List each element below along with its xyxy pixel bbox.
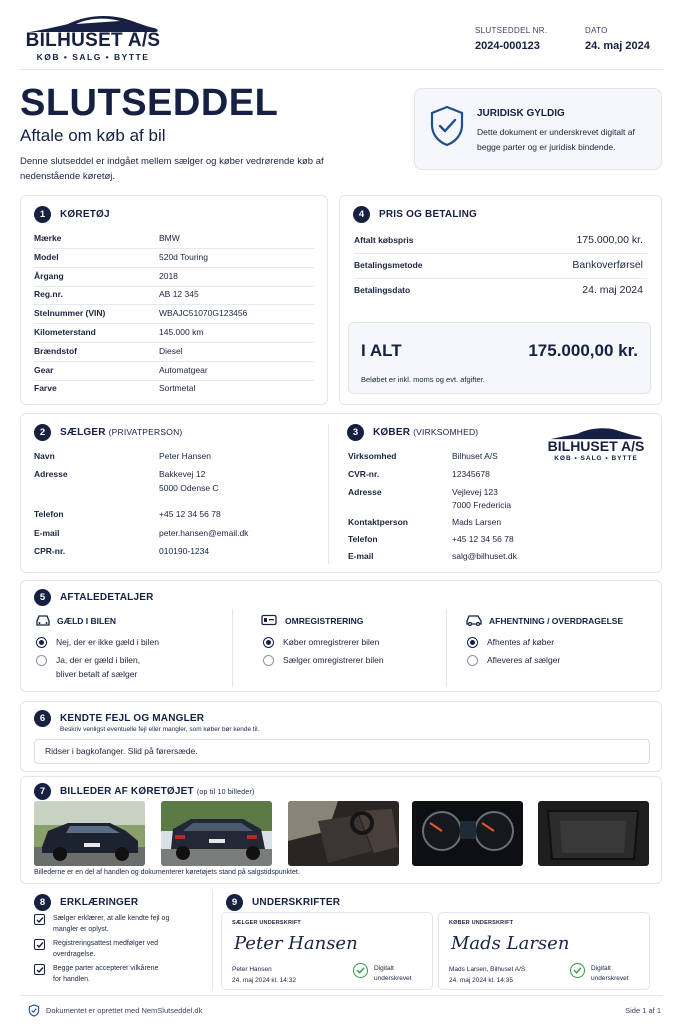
section-number: 2 (34, 424, 51, 441)
price-label: Aftalt købspris (354, 235, 414, 245)
signed-status-line1: Digitalt (374, 965, 394, 972)
vehicle-card (20, 195, 328, 405)
row-divider (34, 267, 314, 268)
date-label: DATO (585, 26, 608, 35)
section-number: 1 (34, 206, 51, 223)
brand-logo (22, 12, 164, 62)
defects-hint: Beskriv venligst eventuelle fejl eller mangler, som køber bør kende til. (60, 726, 260, 733)
buyer-phone: +45 12 34 56 78 (452, 534, 514, 544)
photos-note: Billederne er en del af handlen og dokumenterer køretøjets stand på salgstidspunktet. (34, 869, 300, 876)
vehicle-field-value: BMW (159, 233, 180, 243)
footer-text: Dokumentet er oprettet med NemSlutseddel.dk (46, 1006, 203, 1015)
debt-yes-label-1: Ja, der er gæld i bilen, (56, 655, 141, 665)
seller-address-line2: 5000 Odense C (159, 483, 219, 493)
buyer-logo (541, 426, 651, 466)
declarations-header (34, 894, 138, 911)
vehicle-field-label: Reg.nr. (34, 289, 63, 300)
seller-address-label: Adresse (34, 469, 68, 479)
page-subtitle: Aftale om køb af bil (20, 126, 166, 145)
terms-card (20, 580, 662, 692)
reg-seller-radio[interactable] (263, 655, 274, 666)
buyer-logo-name: BILHUSET A/S (547, 438, 645, 454)
page-title: SLUTSEDDEL (20, 82, 279, 124)
section-number: 5 (34, 589, 51, 606)
row-divider (34, 342, 314, 343)
defects-field[interactable] (34, 739, 650, 764)
pickup-seller-label: Afleveres af sælger (487, 655, 561, 665)
declaration-checkbox[interactable] (34, 939, 45, 950)
vehicle-field-value: Sortmetal (159, 383, 196, 394)
buyer-cvr-label: CVR-nr. (348, 469, 380, 479)
seller-signature-label: SÆLGER UNDERSKRIFT (232, 920, 301, 926)
buyer-email: salg@bilhuset.dk (452, 551, 517, 561)
row-divider (34, 286, 314, 287)
photo-trunk[interactable] (538, 801, 649, 866)
vehicle-field-label: Model (34, 251, 59, 262)
photo-interior[interactable] (288, 801, 399, 866)
photo-dashboard[interactable] (412, 801, 523, 866)
car-handover-icon (465, 614, 483, 626)
vehicle-field-value: Automatgear (159, 364, 208, 375)
photos-header (34, 783, 255, 800)
vehicle-field-value: WBAJC51070G123456 (159, 308, 248, 319)
pickup-buyer-radio[interactable] (467, 637, 478, 648)
payment-date-value: 24. maj 2024 (582, 284, 643, 296)
declaration-text (53, 913, 193, 935)
vehicle-field-value: 2018 (159, 270, 178, 281)
section-number: 8 (34, 894, 51, 911)
buyer-signature-box (438, 912, 650, 990)
declaration-text (53, 963, 193, 985)
section-title (60, 427, 182, 438)
slip-number: 2024-000123 (475, 40, 540, 52)
check-circle-icon (353, 963, 368, 978)
intro-text: Denne slutseddel er indgået mellem sælger og køber vedrørende køb af nedenstående køretøj. (20, 156, 324, 182)
buyer-signature: Mads Larsen (451, 933, 570, 954)
vehicle-field-value: Diesel (159, 345, 183, 356)
seller-name: Peter Hansen (159, 451, 211, 461)
declaration-checkbox[interactable] (34, 964, 45, 975)
column-divider (232, 609, 233, 687)
buyer-signer-name: Mads Larsen, Bilhuset A/S (449, 966, 526, 973)
terms-header (34, 589, 154, 606)
buyer-signature-label: KØBER UNDERSKRIFT (449, 920, 514, 926)
price-value: 175.000,00 kr. (576, 234, 643, 246)
row-divider (34, 304, 314, 305)
vehicle-field-label: Stelnummer (VIN) (34, 308, 106, 319)
vehicle-field-label: Mærke (34, 233, 62, 243)
reg-buyer-radio[interactable] (263, 637, 274, 648)
buyer-email-label: E-mail (348, 551, 374, 561)
footer-divider (20, 995, 663, 996)
buyer-contact-label: Kontaktperson (348, 517, 408, 527)
price-header (353, 206, 477, 223)
declaration-line: Sælger erklærer, at alle kendte fejl og (53, 915, 170, 922)
seller-phone-label: Telefon (34, 509, 64, 519)
photo-front[interactable] (34, 801, 145, 866)
payment-date-label: Betalingsdato (354, 285, 411, 295)
parties-card (20, 413, 662, 573)
shield-check-icon (28, 1004, 40, 1017)
shield-check-icon (429, 105, 465, 147)
row-divider (34, 248, 314, 249)
signed-status-line2: underskrevet (591, 975, 629, 982)
brand-name: BILHUSET A/S (25, 30, 161, 51)
total-box (348, 322, 651, 394)
declaration-line: overdragelse. (53, 951, 96, 958)
buyer-address-line1: Vejlevej 123 (452, 487, 498, 497)
buyer-header (347, 424, 478, 441)
vehicle-header (34, 206, 110, 223)
defects-value: Ridser i bagkofanger. Slid på førersæde. (45, 746, 198, 756)
photos-title: BILLEDER AF KØRETØJET (60, 786, 194, 797)
section-title: ERKLÆRINGER (60, 897, 139, 908)
section-number: 9 (226, 894, 243, 911)
row-divider (354, 278, 647, 279)
buyer-company: Bilhuset A/S (452, 451, 498, 461)
buyer-cvr: 12345678 (452, 469, 490, 479)
declaration-text (53, 938, 193, 960)
vehicle-field-label: Farve (34, 383, 57, 394)
section-number: 3 (347, 424, 364, 441)
seller-address-line1: Bakkevej 12 (159, 469, 206, 479)
row-divider (34, 323, 314, 324)
page-indicator: Side 1 af 1 (625, 1006, 661, 1015)
row-divider (354, 253, 647, 254)
section-title: UNDERSKRIFTER (252, 897, 341, 908)
section-number: 6 (34, 710, 51, 727)
pickup-buyer-label: Afhentes af køber (487, 637, 555, 647)
seller-signed-time: 24. maj 2024 kl. 14:32 (232, 977, 296, 984)
check-circle-icon (570, 963, 585, 978)
photo-rear[interactable] (161, 801, 272, 866)
declaration-line: mangler er oplyst. (53, 926, 109, 933)
declaration-line: for handlen. (53, 976, 90, 983)
seller-cpr: 010190-1234 (159, 546, 210, 556)
vehicle-field-label: Årgang (34, 270, 64, 281)
section-title: PRIS OG BETALING (379, 209, 478, 220)
registration-plate-icon (261, 614, 277, 626)
vehicle-field-value: AB 12 345 (159, 289, 199, 300)
registration-title: OMREGISTRERING (285, 616, 364, 626)
declaration-checkbox[interactable] (34, 914, 45, 925)
seller-title: SÆLGER (60, 427, 106, 438)
vehicle-field-label: Brændstof (34, 345, 77, 356)
debt-no-label: Nej, der er ikke gæld i bilen (56, 637, 159, 647)
buyer-address-line2: 7000 Fredericia (452, 500, 512, 510)
vehicle-field-value: 145.000 km (159, 327, 204, 337)
section-title: AFTALEDETALJER (60, 592, 154, 603)
section-title: KØRETØJ (60, 209, 110, 220)
row-divider (34, 361, 314, 362)
reg-seller-label: Sælger omregistrerer bilen (283, 655, 384, 665)
buyer-company-label: Virksomhed (348, 451, 397, 461)
brand-tagline: KØB • SALG • BYTTE (36, 52, 150, 62)
buyer-signer (449, 964, 525, 986)
photos-subtitle: (op til 10 billeder) (196, 789, 255, 796)
column-divider (328, 424, 329, 564)
legal-text: Dette dokument er underskrevet digitalt af begge parter og er juridisk bindende. (477, 127, 635, 152)
seller-type: (PRIVATPERSON) (108, 427, 183, 437)
buyer-contact: Mads Larsen (452, 517, 502, 527)
seller-signed-status (374, 964, 412, 984)
seller-header (34, 424, 182, 441)
vehicle-field-label: Gear (34, 364, 54, 375)
total-note: Beløbet er inkl. moms og evt. afgifter. (361, 375, 485, 384)
payment-method-value: Bankoverførsel (572, 259, 643, 271)
row-divider (34, 380, 314, 381)
header-divider (20, 69, 663, 70)
section-number: 7 (34, 783, 51, 800)
buyer-title: KØBER (373, 427, 411, 438)
total-label: I ALT (361, 341, 402, 360)
seller-phone: +45 12 34 56 78 (159, 509, 221, 519)
signatures-header (226, 894, 340, 911)
vehicle-field-value: 520d Touring (159, 251, 208, 262)
pickup-title: AFHENTNING / OVERDRAGELSE (489, 616, 624, 626)
buyer-signed-time: 24. maj 2024 kl. 14:35 (449, 977, 513, 984)
car-icon (35, 614, 51, 626)
pickup-seller-radio[interactable] (467, 655, 478, 666)
buyer-logo-tagline: KØB • SALG • BYTTE (554, 455, 638, 462)
column-divider (212, 890, 213, 990)
buyer-phone-label: Telefon (348, 534, 378, 544)
declaration-line: Registreringsattest medfølger ved (53, 940, 159, 947)
seller-signature-box (221, 912, 433, 990)
buyer-type: (VIRKSOMHED) (413, 427, 479, 437)
section-title: KENDTE FEJL OG MANGLER (60, 713, 205, 724)
declaration-line: Begge parter accepterer vilkårene (53, 965, 159, 972)
column-divider (446, 609, 447, 687)
buyer-address-label: Adresse (348, 487, 382, 497)
vehicle-field-label: Kilometerstand (34, 327, 96, 337)
seller-cpr-label: CPR-nr. (34, 546, 66, 556)
reg-buyer-label: Køber omregistrerer bilen (283, 637, 380, 647)
seller-email: peter.hansen@email.dk (159, 528, 249, 538)
date-value: 24. maj 2024 (585, 40, 650, 52)
payment-method-label: Betalingsmetode (354, 260, 423, 270)
legal-notice (414, 88, 662, 170)
buyer-signed-status (591, 964, 629, 984)
seller-signer-name: Peter Hansen (232, 966, 272, 973)
signed-status-line1: Digitalt (591, 965, 611, 972)
seller-name-label: Navn (34, 451, 55, 461)
signed-status-line2: underskrevet (374, 975, 412, 982)
debt-no-radio[interactable] (36, 637, 47, 648)
debt-title: GÆLD I BILEN (57, 616, 117, 626)
slip-number-label: SLUTSEDDEL NR. (475, 26, 548, 35)
section-title (373, 427, 478, 438)
section-number: 4 (353, 206, 370, 223)
section-title (60, 786, 255, 797)
total-value: 175.000,00 kr. (528, 341, 638, 360)
debt-yes-radio[interactable] (36, 655, 47, 666)
legal-title: JURIDISK GYLDIG (477, 108, 565, 119)
seller-email-label: E-mail (34, 528, 60, 538)
seller-signer (232, 964, 296, 986)
seller-signature: Peter Hansen (234, 933, 358, 954)
debt-yes-label-2: bliver betalt af sælger (56, 669, 138, 679)
